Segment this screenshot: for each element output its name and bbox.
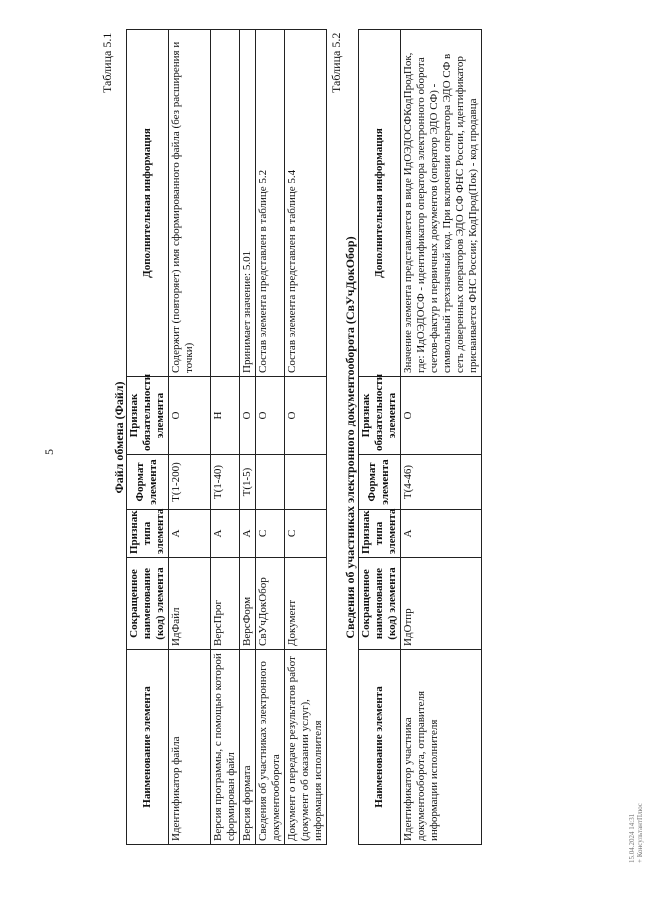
table-label: Таблица 5.2 bbox=[329, 32, 343, 93]
margin-line: 15.04.2024 14:31 bbox=[628, 813, 636, 863]
table-row bbox=[255, 30, 284, 845]
cell-code: Документ bbox=[284, 558, 326, 650]
margin-stamp bbox=[628, 803, 645, 863]
cell-required: О bbox=[400, 377, 481, 455]
cell-required: О bbox=[168, 377, 210, 455]
margin-line: + КонсультантПлюс bbox=[636, 803, 645, 863]
col-header: Дополнительная информация bbox=[359, 30, 401, 377]
participants-table bbox=[358, 29, 482, 845]
table-header-row bbox=[359, 30, 401, 845]
cell-code: ВерсПрог bbox=[210, 558, 239, 650]
cell-code: ВерсФорм bbox=[239, 558, 255, 650]
col-header: Формат элемента bbox=[127, 455, 169, 510]
cell-type: С bbox=[255, 510, 284, 558]
cell-type: А bbox=[400, 510, 481, 558]
table-caption: Сведения об участниках электронного документооборота (СвУчДокОбор) bbox=[343, 236, 357, 639]
cell-info: Принимает значение: 5.01 bbox=[239, 30, 255, 377]
table-row bbox=[210, 30, 239, 845]
cell-required: О bbox=[284, 377, 326, 455]
cell-format: T(1-40) bbox=[210, 455, 239, 510]
page-number: 5 bbox=[42, 449, 56, 455]
col-header: Наименование элемента bbox=[359, 650, 401, 845]
col-header: Признак типа элемента bbox=[359, 510, 401, 558]
table-row bbox=[400, 30, 481, 845]
cell-format bbox=[255, 455, 284, 510]
table-row bbox=[239, 30, 255, 845]
cell-info: Состав элемента представлен в таблице 5.4 bbox=[284, 30, 326, 377]
col-header: Признак типа элемента bbox=[127, 510, 169, 558]
cell-type: А bbox=[239, 510, 255, 558]
col-header: Формат элемента bbox=[359, 455, 401, 510]
cell-info: Состав элемента представлен в таблице 5.2 bbox=[255, 30, 284, 377]
cell-required: О bbox=[239, 377, 255, 455]
cell-type: А bbox=[210, 510, 239, 558]
table-label: Таблица 5.1 bbox=[100, 32, 114, 93]
table-row bbox=[284, 30, 326, 845]
cell-name: Версия формата bbox=[239, 650, 255, 845]
cell-name: Идентификатор файла bbox=[168, 650, 210, 845]
cell-format: T(1-200) bbox=[168, 455, 210, 510]
cell-name: Версия программы, с помощью которой сформирован файл bbox=[210, 650, 239, 845]
col-header: Сокращенное наименование (код) элемента bbox=[127, 558, 169, 650]
cell-required: Н bbox=[210, 377, 239, 455]
cell-type: С bbox=[284, 510, 326, 558]
cell-format: T(4-46) bbox=[400, 455, 481, 510]
cell-format bbox=[284, 455, 326, 510]
cell-info: Значение элемента представляется в виде ИдОЭДОСФКодПродПок, где: ИдОЭДОСФ - идентификатор оператора электронного оборота счетов-фактур и первичных документов (оператор ЭДО СФ) - символьный трехзначный код. При включении оператора ЭДО СФ в сеть доверенных операторов ЭДО СФ ФНС России, идентификатор присваивается ФНС России; КодПрод(Пок) - код продавца bbox=[400, 30, 481, 377]
col-header: Признак обязательности элемента bbox=[359, 377, 401, 455]
col-header: Сокращенное наименование (код) элемента bbox=[359, 558, 401, 650]
cell-type: А bbox=[168, 510, 210, 558]
col-header: Признак обязательности элемента bbox=[127, 377, 169, 455]
cell-name: Документ о передаче результатов работ (документ об оказании услуг), информация исполнителя bbox=[284, 650, 326, 845]
cell-code: СвУчДокОбор bbox=[255, 558, 284, 650]
cell-info bbox=[210, 30, 239, 377]
exchange-file-table bbox=[126, 29, 327, 845]
cell-required: О bbox=[255, 377, 284, 455]
table-row bbox=[168, 30, 210, 845]
cell-name: Сведения об участниках электронного документооборота bbox=[255, 650, 284, 845]
cell-code: ИдФайл bbox=[168, 558, 210, 650]
table-header-row bbox=[127, 30, 169, 845]
cell-format: T(1-5) bbox=[239, 455, 255, 510]
cell-info: Содержит (повторяет) имя сформированного файла (без расширения и точки) bbox=[168, 30, 210, 377]
cell-name: Идентификатор участника документооборота, отправителя информации исполнителя bbox=[400, 650, 481, 845]
table-caption: Файл обмена (Файл) bbox=[112, 381, 126, 494]
col-header: Дополнительная информация bbox=[127, 30, 169, 377]
cell-code: ИдОтпр bbox=[400, 558, 481, 650]
col-header: Наименование элемента bbox=[127, 650, 169, 845]
